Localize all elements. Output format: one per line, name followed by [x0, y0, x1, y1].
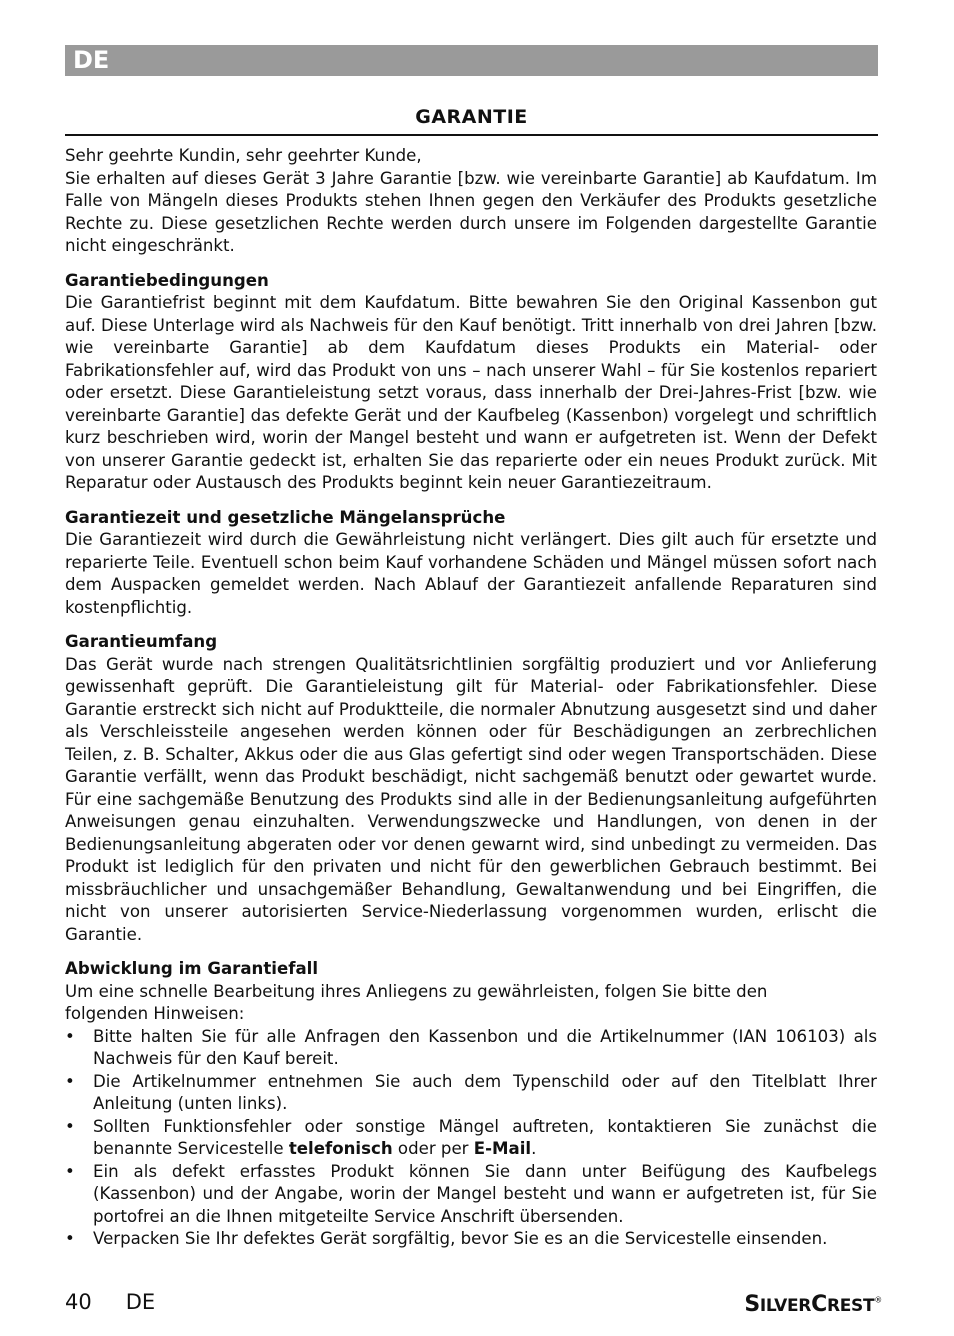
list-item	[65, 1071, 877, 1116]
heading-garantiezeit: Garantiezeit und gesetzliche Mängelansprüche	[65, 507, 506, 527]
intro-paragraph: Sie erhalten auf dieses Gerät 3 Jahre Garantie [bzw. wie vereinbarte Garantie] ab Kaufdatum. Im Falle von Mängeln dieses Produkts stehen Ihnen gegen den Verkäufer des Produkts gesetzliche Rechte zu. Diese gesetzlichen Rechte werden durch unsere im Folgenden dargestellte Garantie nicht eingeschränkt.	[65, 168, 877, 255]
paragraph-garantiebedingungen: Die Garantiefrist beginnt mit dem Kaufdatum. Bitte bewahren Sie den Original Kassenbon gut auf. Diese Unterlage wird als Nachweis für den Kauf benötigt. Tritt innerhalb von drei Jahren [bzw. wie vereinbarte Garantie] ab dem Kaufdatum dieses Produkts ein Material- oder Fabrikationsfehler auf, wird das Produkt von uns – nach unserer Wahl – für Sie kostenlos repariert oder ersetzt. Diese Garantieleistung setzt voraus, dass innerhalb der Drei-Jahres-Frist [bzw. wie vereinbarte Garantie] das defekte Gerät und der Kaufbeleg (Kassenbon) vorgelegt und schriftlich kurz beschrieben wird, worin der Mangel besteht und wann er aufgetreten ist. Wenn der Defekt von unserer Garantie gedeckt ist, erhalten Sie das reparierte oder ein neues Produkt zurück. Mit Reparatur oder Austausch des Produkts beginnt kein neuer Garantiezeitraum.	[65, 293, 877, 492]
heading-garantieumfang: Garantieumfang	[65, 632, 218, 651]
list-item-text: Bitte halten Sie für alle Anfragen den Kassenbon und die Artikelnummer (IAN 106103) als Nachweis für den Kauf bereit.	[93, 1026, 877, 1068]
list-item-text: Die Artikelnummer entnehmen Sie auch dem Typenschild oder auf den Titelblatt Ihrer Anleitung (unten links).	[93, 1071, 877, 1113]
paragraph-garantiezeit: Die Garantiezeit wird durch die Gewährleistung nicht verlängert. Dies gilt auch für ersetzte und reparierte Teile. Eventuell schon beim Kauf vorhandene Schäden und Mängel müssen sofort nach dem Auspacken gemeldet werden. Nach Ablauf der Garantiezeit anfallende Reparaturen sind kostenpflichtig.	[65, 530, 877, 617]
title-divider	[65, 134, 878, 136]
list-item	[65, 1116, 877, 1161]
list-item-text: Verpacken Sie Ihr defektes Gerät sorgfältig, bevor Sie es an die Servicestelle einsenden.	[93, 1229, 828, 1248]
heading-abwicklung: Abwicklung im Garantiefall	[65, 959, 319, 978]
list-item	[65, 1228, 877, 1251]
heading-garantiebedingungen: Garantiebedingungen	[65, 270, 269, 290]
page-footer	[65, 1287, 155, 1317]
abwicklung-intro	[65, 981, 877, 1026]
list-item	[65, 1161, 877, 1229]
abwicklung-list	[65, 1026, 877, 1251]
page-title: GARANTIE	[415, 106, 528, 128]
bullet-icon: •	[65, 1026, 75, 1046]
abwicklung-intro-line2: folgenden Hinweisen:	[65, 1004, 245, 1023]
language-header-bar	[65, 45, 878, 76]
bullet-icon: •	[65, 1116, 75, 1136]
paragraph-garantieumfang: Das Gerät wurde nach strengen Qualitätsrichtlinien sorgfältig produziert und vor Anlieferung gewissenhaft geprüft. Die Garantieleistung gilt für Material- oder Fabrikationsfehler. Diese Garantie erstreckt sich nicht auf Produktteile, die normaler Abnutzung ausgesetzt sind und daher als Verschleissteile angesehen werden können oder für Beschädigungen an zerbrechlichen Teilen, z. B. Schalter, Akkus oder die aus Glas gefertigt sind oder wegen Transportschäden. Diese Garantie verfällt, wenn das Produkt beschädigt, nicht sachgemäß benutzt oder gewartet wurde. Für eine sachgemäße Benutzung des Produkts sind alle in der Bedienungsanleitung aufgeführten Anweisungen genau einzuhalten. Verwendungszwecke und Handlungen, von denen in der Bedienungsanleitung abgeraten oder vor denen gewarnt wird, sind unbedingt zu vermeiden. Das Produkt ist lediglich für den privaten und nicht für den gewerblichen Gebrauch bestimmt. Bei missbräuchlicher und unsachgemäßer Behandlung, Gewaltanwendung und bei Eingriffen, die nicht von unserer autorisierten Service-Niederlassung vorgenommen wurden, erlischt die Garantie.	[65, 654, 877, 944]
document-body	[65, 145, 877, 1251]
bullet-icon: •	[65, 1161, 75, 1181]
list-item-text: oder per	[397, 1139, 469, 1158]
brand-logo: SILVERCREST®	[744, 1292, 882, 1317]
list-item-text: Ein als defekt erfasstes Produkt können Sie dann unter Beifügung des Kaufbelegs (Kassenbon) und der Angabe, worin der Mangel besteht und wann er aufgetreten ist, für Sie portofrei an die Ihnen mitgeteilte Service Anschrift übersenden.	[93, 1161, 877, 1226]
abwicklung-intro-line1: Um eine schnelle Bearbeitung ihres Anliegens zu gewährleisten, folgen Sie bitte den	[65, 981, 768, 1001]
list-item-text: .	[531, 1139, 537, 1158]
salutation: Sehr geehrte Kundin, sehr geehrter Kunde,	[65, 146, 422, 165]
list-item-text: Sollten Funktionsfehler oder sonstige Mängel auftreten, kontaktieren Sie zunächst die benannte Servicestelle	[93, 1116, 877, 1158]
bullet-icon: •	[65, 1071, 75, 1091]
list-item	[65, 1026, 877, 1071]
bullet-icon: •	[65, 1229, 75, 1248]
email-emphasis: E-Mail	[473, 1139, 532, 1158]
language-tag: DE	[73, 46, 110, 74]
phone-emphasis: telefonisch	[288, 1139, 393, 1158]
page-number: 40	[65, 1290, 92, 1314]
footer-language: DE	[125, 1290, 156, 1314]
